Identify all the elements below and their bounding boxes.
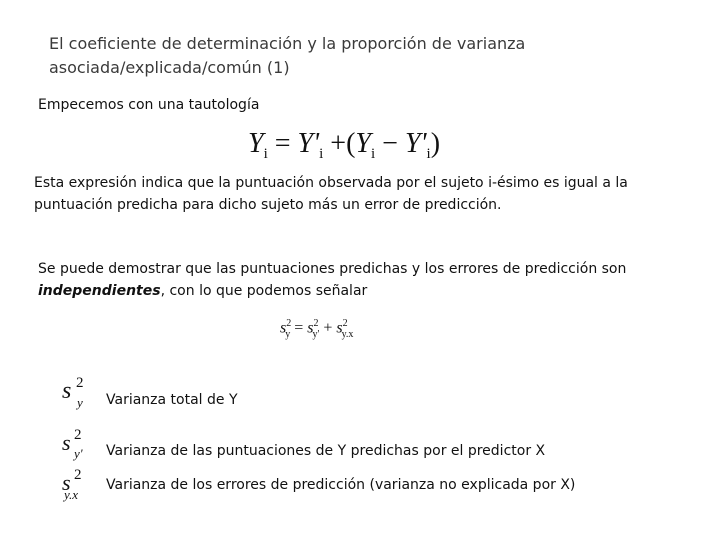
eq2-s3: s [336, 319, 343, 337]
equation-variance-partition [280, 318, 353, 340]
paragraph1-line2: puntuación predicha para dicho sujeto más un error de predicción. [34, 197, 502, 213]
legend-symbol-sub: y' [74, 446, 83, 461]
eq1-equals: = [274, 128, 291, 159]
paragraph-independence [38, 258, 698, 302]
legend-symbol-sup: 2 [76, 375, 84, 391]
legend-text-predicted: Varianza de las puntuaciones de Y predichas por el predictor X [106, 443, 546, 459]
legend-symbol-sup: 2 [74, 467, 82, 483]
legend-symbol-sub: y [77, 395, 83, 410]
eq1-term1: Y' [297, 128, 320, 159]
paragraph2-line2 [38, 280, 698, 302]
eq1-term3: Y' [404, 128, 427, 159]
eq2-s2: s [307, 319, 314, 337]
title-line-2: asociada/explicada/común (1) [49, 58, 290, 77]
eq2-s1: s [280, 319, 287, 337]
legend-symbol-sup: 2 [74, 427, 82, 443]
legend-symbol-total [62, 375, 84, 410]
eq1-minus: − [382, 128, 398, 159]
slide-title [49, 32, 669, 80]
paragraph1-line1: Esta expresión indica que la puntuación observada por el sujeto i-ésimo es igual a la [34, 175, 628, 191]
eq1-close-paren: ) [430, 128, 441, 159]
eq1-lhs-sub: i [263, 146, 268, 162]
eq2-sub3: y.x [341, 328, 354, 340]
eq1-term2: Y [355, 128, 371, 159]
legend-symbol-s: s [62, 378, 72, 404]
eq2-sub2: y' [312, 328, 320, 340]
eq2-plus: + [323, 319, 333, 337]
eq2-equals: = [294, 319, 304, 337]
legend-text-total: Varianza total de Y [106, 392, 238, 408]
legend-text-error: Varianza de los errores de predicción (varianza no explicada por X) [106, 477, 576, 493]
paragraph2-line1: Se puede demostrar que las puntuaciones predichas y los errores de predicción son [38, 261, 627, 277]
eq1-term3-sub: i [426, 146, 431, 162]
eq1-lhs: Y [248, 128, 264, 159]
eq2-sq1: 2 [286, 318, 292, 329]
title-line-1: El coeficiente de determinación y la proporción de varianza [49, 34, 526, 53]
paragraph2-emphasis: independientes [38, 283, 161, 299]
legend-symbol-error [62, 467, 82, 502]
eq2-sq2: 2 [313, 318, 319, 329]
eq1-term2-sub: i [370, 146, 376, 162]
paragraph2-rest: , con lo que podemos señalar [160, 283, 368, 299]
eq1-open-paren: ( [346, 128, 356, 159]
intro-text: Empecemos con una tautología [38, 97, 260, 113]
paragraph-explanation [34, 172, 694, 216]
eq1-term1-sub: i [319, 146, 324, 162]
eq2-sub1: y [285, 328, 291, 340]
eq1-plus: + [330, 128, 347, 159]
eq2-sq3: 2 [342, 318, 348, 329]
equation-tautology [248, 126, 440, 172]
legend-symbol-s: s [62, 430, 71, 455]
legend-symbol-predicted [62, 427, 83, 461]
legend-symbol-s: s [62, 470, 71, 495]
legend-symbol-sub: y.x [64, 487, 79, 502]
